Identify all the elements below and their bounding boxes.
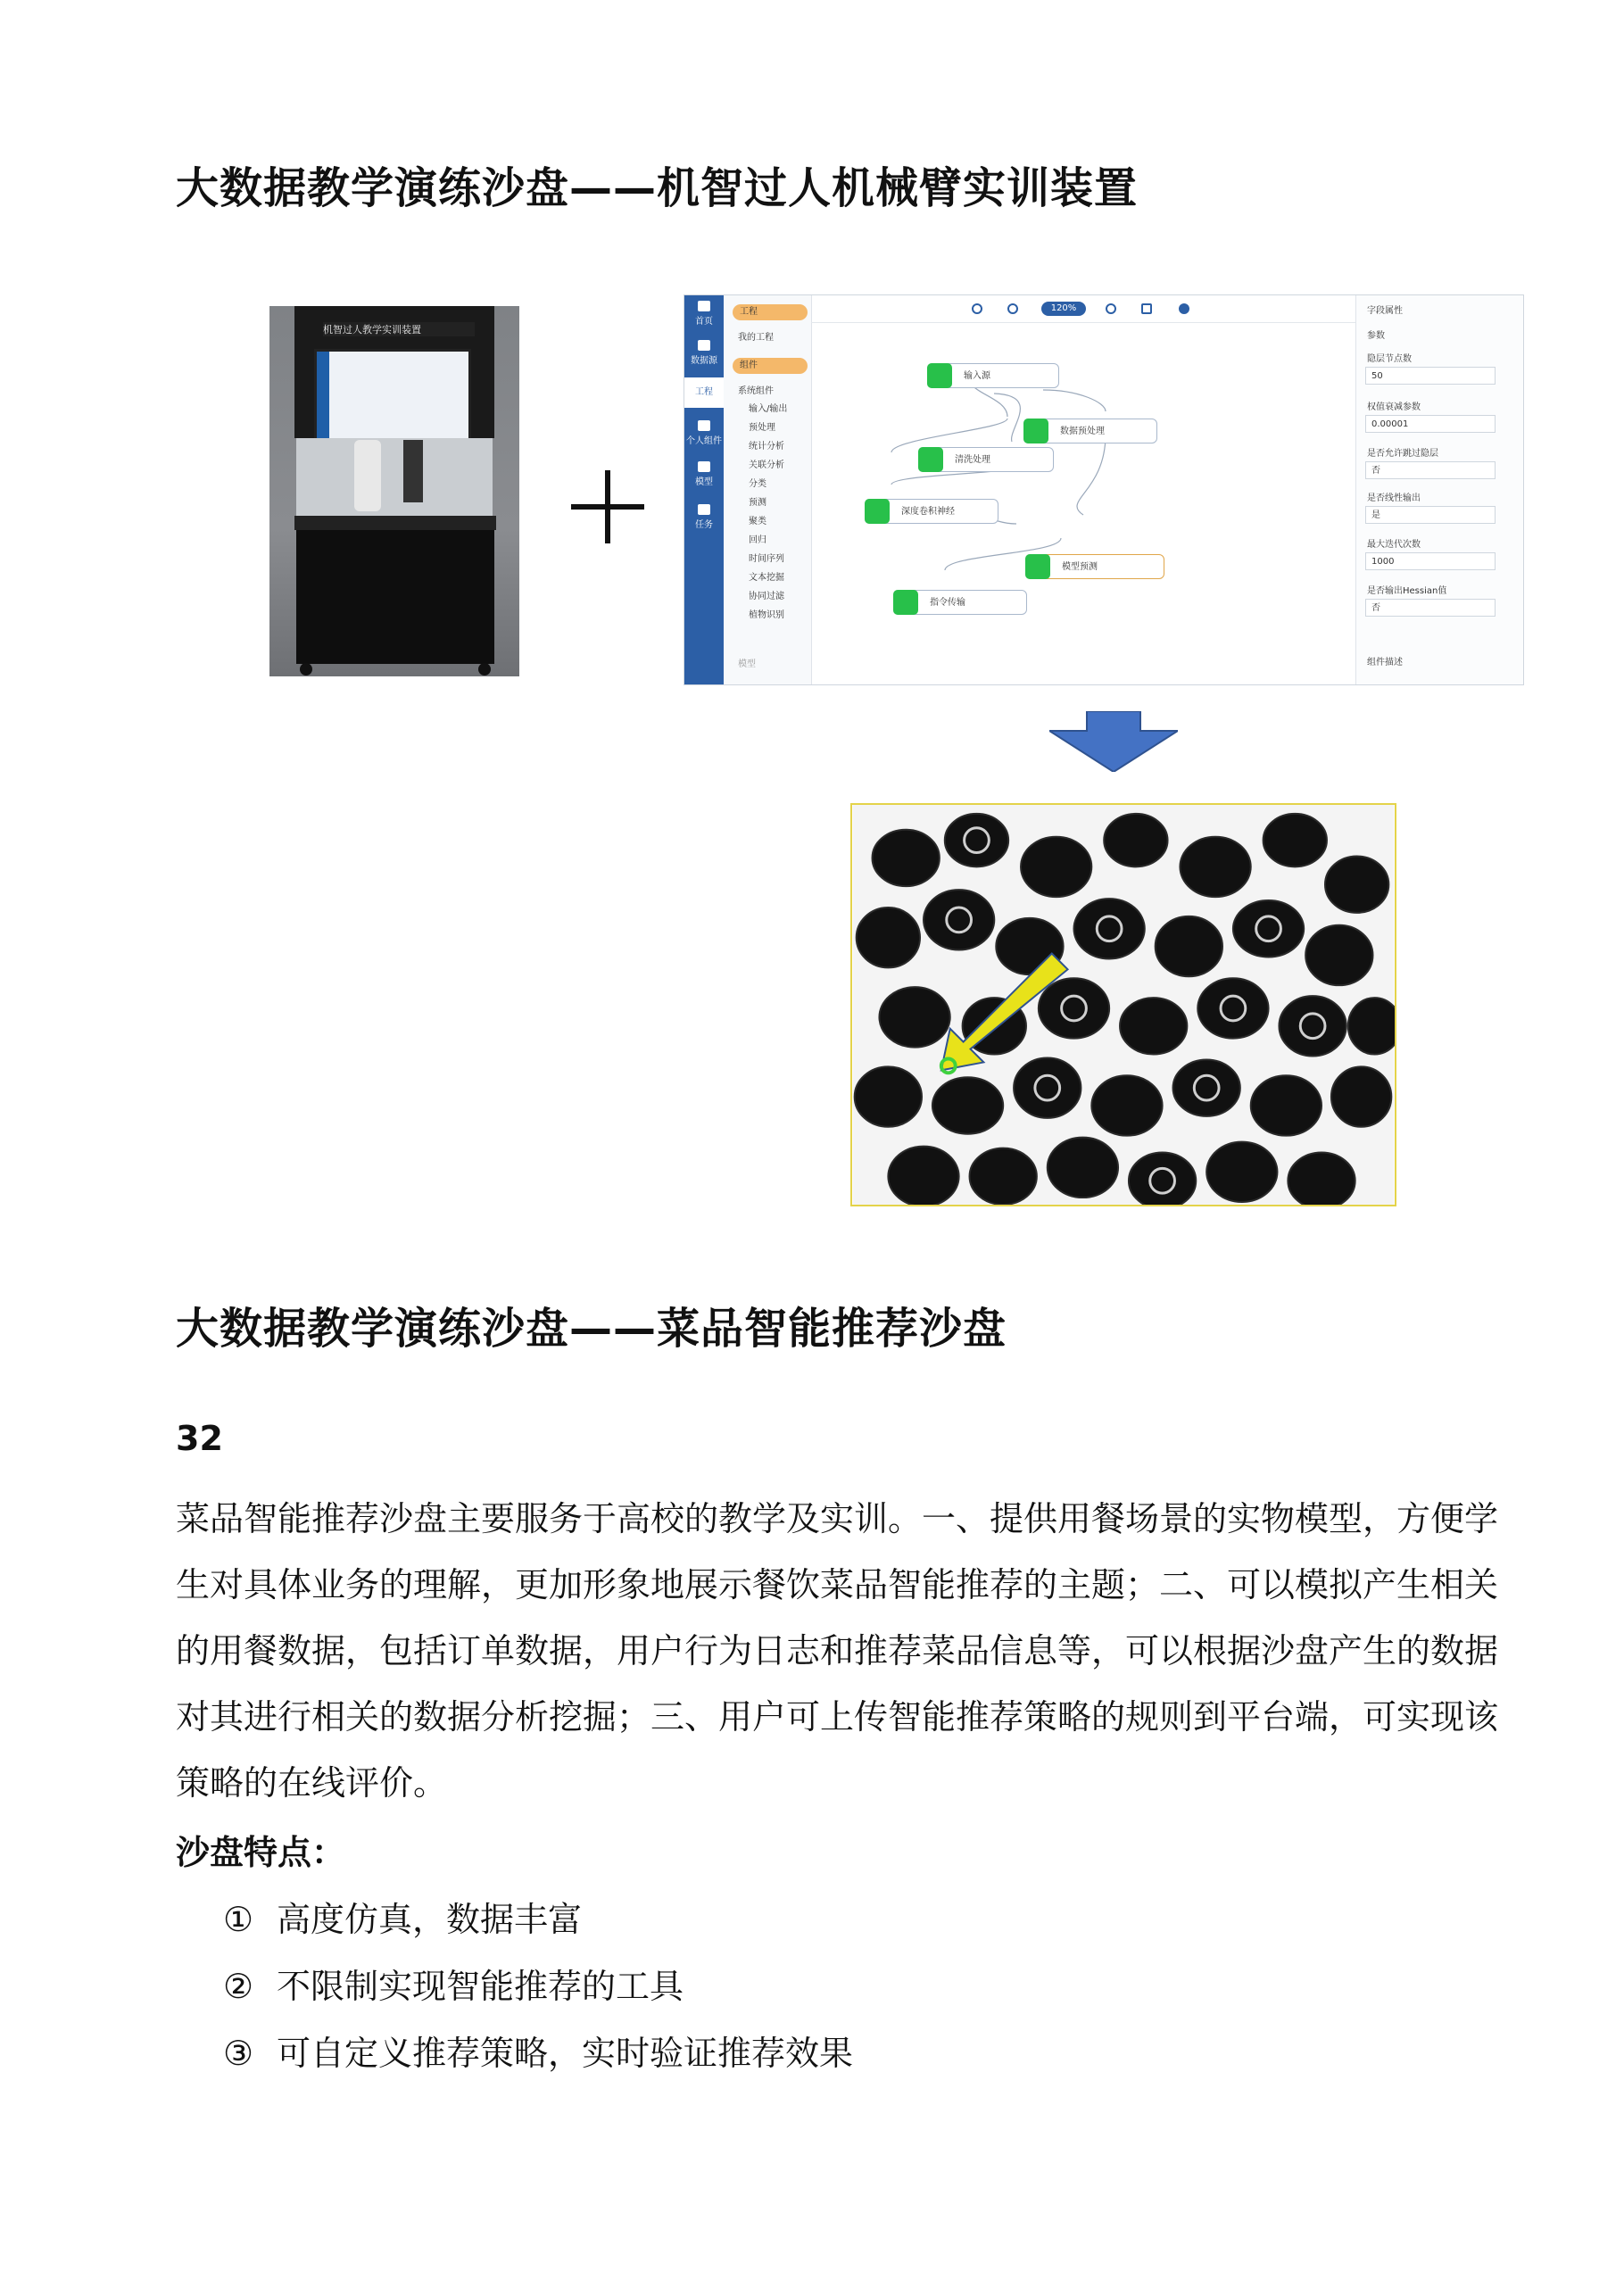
wheel-icon [478,663,491,676]
plus-icon [571,470,644,543]
field-attr-header[interactable]: 字段属性 [1367,306,1403,316]
tree-system-components[interactable]: 系统组件 [738,386,774,396]
paragraph-line: 的用餐数据，包括订单数据，用户行为日志和推荐菜品信息等，可以根据沙盘产生的数据 [176,1631,1499,1670]
workflow-node-predict[interactable]: 模型预测 [1025,554,1164,579]
robot-arm-motor [403,440,423,502]
tree-item[interactable]: 协同过滤 [749,592,784,601]
wheel-icon [300,663,312,676]
param-label: 是否允许跳过隐层 [1367,449,1438,459]
param-input[interactable]: 0.00001 [1365,415,1496,433]
workflow-canvas [811,295,1355,684]
param-select[interactable]: 否 [1365,461,1496,479]
table-icon [865,499,890,524]
tree-footer[interactable]: 模型 [738,659,756,669]
swap-icon [893,590,918,615]
tree-item[interactable]: 时间序列 [749,554,784,564]
database-icon [698,340,710,351]
workflow-node-input[interactable]: 输入源 [927,363,1059,388]
software-screenshot [684,294,1524,685]
tree-item[interactable]: 统计分析 [749,442,784,452]
param-input[interactable]: 1000 [1365,552,1496,570]
robot-arm [354,440,381,511]
param-label: 隐层节点数 [1367,354,1412,364]
tree-item[interactable]: 预测 [749,498,766,508]
param-input[interactable]: 50 [1365,367,1496,385]
workflow-connectors [811,295,1355,684]
tree-my-project[interactable]: 我的工程 [738,333,774,343]
tree-item[interactable]: 聚类 [749,517,766,526]
feature-item: ② 不限制实现智能推荐的工具 [223,1967,684,2006]
device-workspace [296,438,493,527]
arrow-down-icon [1049,711,1178,772]
param-select[interactable]: 否 [1365,599,1496,617]
param-label: 是否线性输出 [1367,493,1421,503]
preprocess-icon [1023,419,1048,443]
param-label: 权值衰减参数 [1367,402,1421,412]
clean-icon [918,447,943,472]
feature-item: ③ 可自定义推荐策略，实时验证推荐效果 [223,2034,854,2073]
tree-item[interactable]: 回归 [749,535,766,545]
nav-datasource[interactable]: 数据源 [684,340,724,370]
device-cabinet [296,530,494,664]
tree-item[interactable]: 输入/输出 [749,404,788,414]
project-pill[interactable]: 工程 [733,304,808,320]
zoom-level: 120% [1041,302,1086,316]
paragraph-line: 生对具体业务的理解，更加形象地展示餐饮菜品智能推荐的主题；二、可以模拟产生相关 [176,1565,1499,1604]
component-pill[interactable]: 组件 [733,358,808,374]
workflow-node-preprocess[interactable]: 数据预处理 [1023,419,1157,443]
device-tabletop [294,516,496,530]
nav-home[interactable]: 首页 [684,301,724,331]
param-label: 是否输出Hessian值 [1367,586,1447,596]
model-icon [1025,554,1050,579]
workflow-node-command[interactable]: 指令传输 [893,590,1027,615]
features-title: 沙盘特点： [176,1833,346,1872]
workflow-node-cnn[interactable]: 深度卷积神经 [865,499,998,524]
paragraph-line: 对其进行相关的数据分析挖掘；三、用户可上传智能推荐策略的规则到平台端，可实现该 [176,1697,1499,1737]
capacitor-pick-image [850,803,1396,1206]
description-paragraph [176,1486,1499,1816]
workflow-node-clean[interactable]: 清洗处理 [918,447,1054,472]
list-icon [698,504,710,515]
tree-item[interactable]: 分类 [749,479,766,489]
section-title-dish-recommendation: 大数据教学演练沙盘——菜品智能推荐沙盘 [176,1304,1007,1354]
paragraph-line: 策略的在线评价。 [176,1763,448,1803]
home-icon [698,301,710,311]
page-number: 32 [176,1419,223,1458]
properties-panel [1355,295,1524,684]
nav-personal-components[interactable]: 个人组件 [684,420,724,451]
tree-item[interactable]: 植物识别 [749,610,784,620]
nav-model[interactable]: 模型 [684,461,724,492]
feature-item: ① 高度仿真，数据丰富 [223,1900,583,1939]
tree-item[interactable]: 关联分析 [749,460,784,470]
nav-task[interactable]: 任务 [684,504,724,535]
param-label: 最大迭代次数 [1367,540,1421,550]
device-screen-title: 机智过人教学实训装置 [323,322,475,336]
section-title-robot-arm: 大数据教学演练沙盘——机智过人机械臂实训装置 [176,163,1139,213]
diamond-icon [698,461,710,472]
params-header[interactable]: 参数 [1367,331,1385,341]
device-screen [314,349,471,443]
paragraph-line: 菜品智能推荐沙盘主要服务于高校的教学及实训。一、提供用餐场景的实物模型，方便学 [176,1499,1499,1538]
device-photo [269,306,519,676]
nav-project[interactable]: 工程 [684,377,724,408]
tree-item[interactable]: 预处理 [749,423,775,433]
cube-icon [698,420,710,431]
component-desc-header[interactable]: 组件描述 [1367,658,1403,667]
component-tree [724,295,812,684]
software-nav [684,295,724,684]
param-select[interactable]: 是 [1365,506,1496,524]
swap-icon [927,363,952,388]
tree-item[interactable]: 文本挖掘 [749,573,784,583]
